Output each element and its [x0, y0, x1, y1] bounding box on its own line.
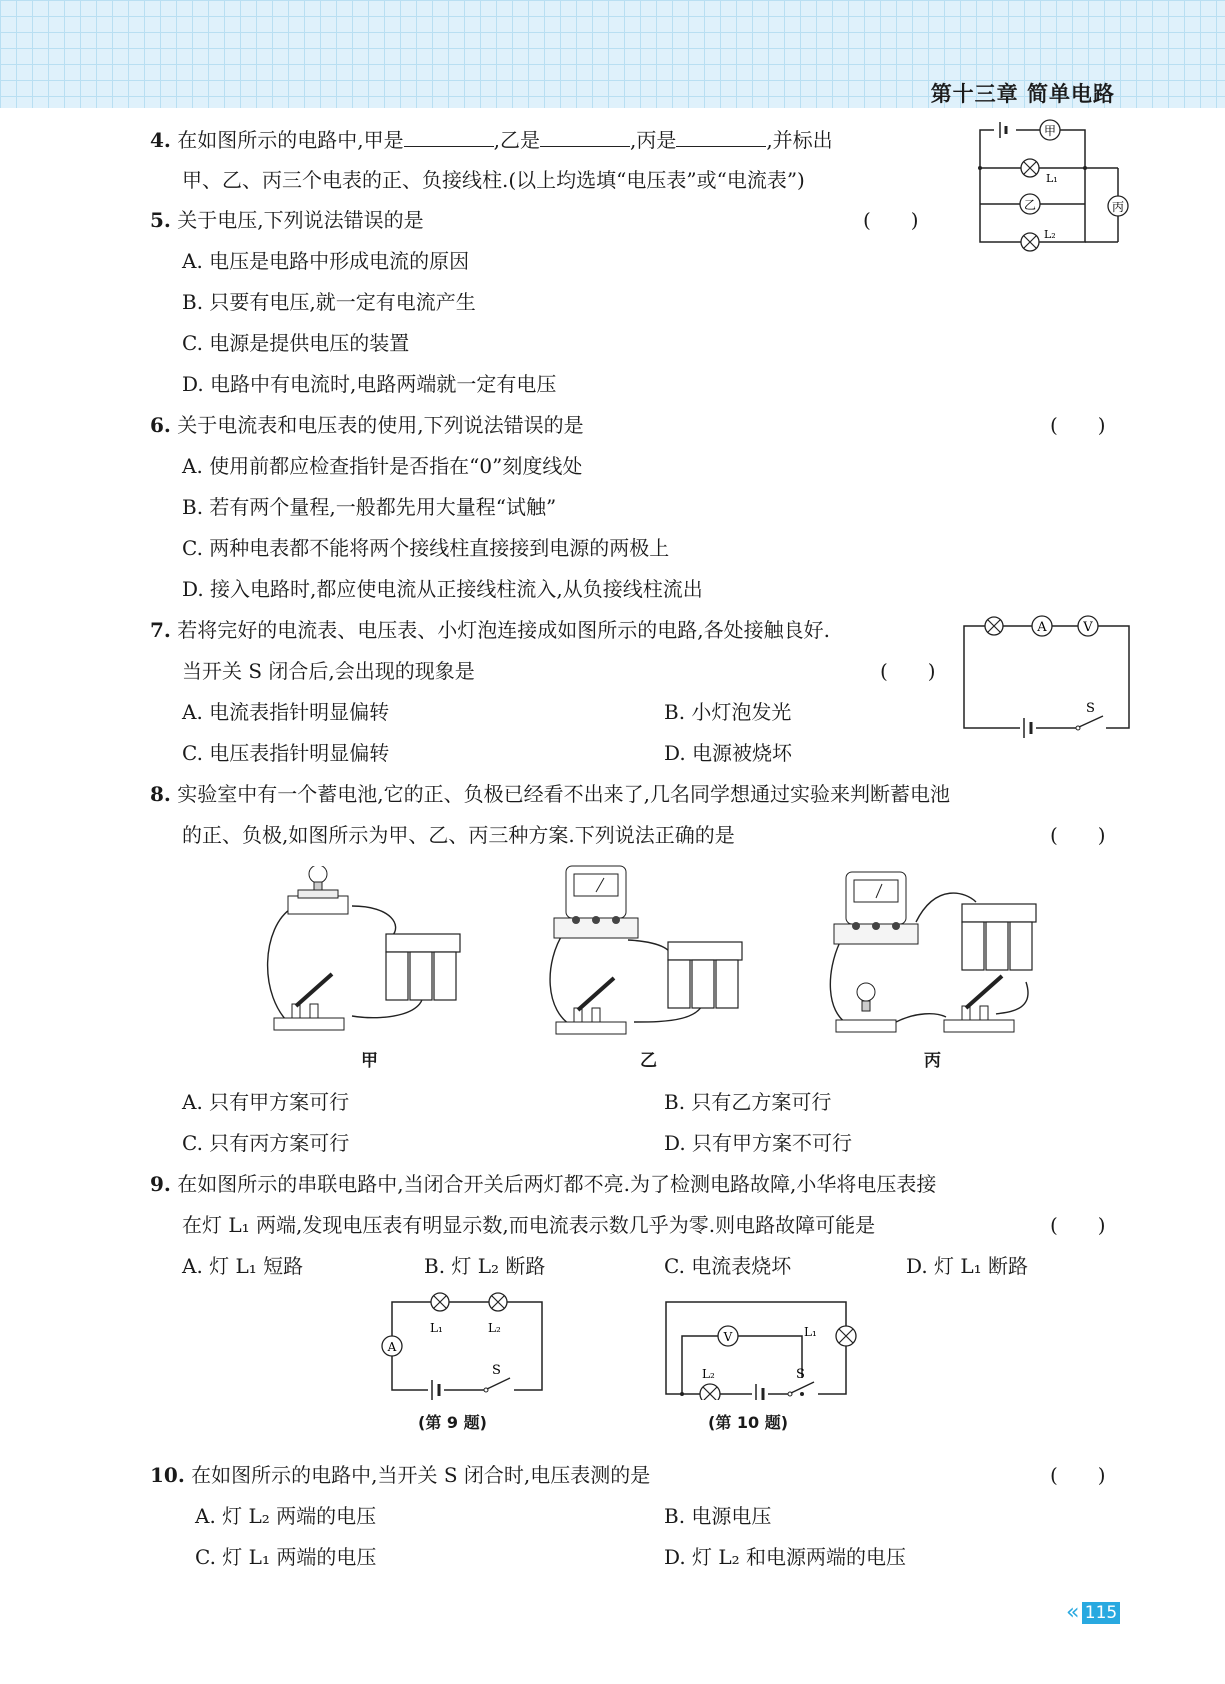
fig10-circuit-diagram: [662, 1296, 862, 1400]
q5-option-d[interactable]: D. 电路中有电流时,电路两端就一定有电压: [182, 372, 557, 396]
q6-option-d[interactable]: D. 接入电路时,都应使电流从正接线柱流入,从负接线柱流出: [182, 577, 703, 601]
q8-number: 8.: [150, 782, 171, 806]
q7-answer-paren[interactable]: ( ): [880, 659, 936, 683]
fig10-l2-label: L₂: [702, 1367, 715, 1381]
q10-option-b[interactable]: B. 电源电压: [664, 1504, 772, 1528]
q8-figure-jia: [262, 866, 482, 1046]
q6-number: 6.: [150, 413, 171, 437]
chevron-left-icon: «: [1066, 1600, 1080, 1625]
q4-number: 4.: [150, 128, 171, 152]
q6-stem-text: 关于电流表和电压表的使用,下列说法错误的是: [177, 413, 584, 437]
blank-yi[interactable]: [540, 126, 630, 147]
meter-bing-label: 丙: [1111, 200, 1125, 214]
q8-stem-text: 实验室中有一个蓄电池,它的正、负极已经看不出来了,几名同学想通过实验来判断蓄电池: [177, 782, 950, 806]
meter-yi-label: 乙: [1023, 198, 1037, 212]
q6-option-a[interactable]: A. 使用前都应检查指针是否指在“0”刻度线处: [182, 454, 583, 478]
q5-option-a[interactable]: A. 电压是电路中形成电流的原因: [182, 249, 470, 273]
chapter-title: 第十三章 简单电路: [930, 82, 1115, 106]
q10-number: 10.: [150, 1463, 185, 1487]
q8-caption-jia: 甲: [361, 1051, 378, 1071]
q7-option-b[interactable]: B. 小灯泡发光: [664, 700, 792, 724]
q9-number: 9.: [150, 1172, 171, 1196]
q10-answer-paren[interactable]: ( ): [1050, 1463, 1106, 1487]
fig9-l2-label: L₂: [488, 1321, 501, 1335]
ammeter-label: A: [1037, 620, 1047, 635]
q8-option-c[interactable]: C. 只有丙方案可行: [182, 1131, 350, 1155]
q4-text-c: ,丙是: [629, 128, 677, 152]
q8-figure-bing: [826, 862, 1056, 1046]
fig10-switch-label: S: [796, 1367, 805, 1382]
switch-label: S: [1086, 701, 1095, 716]
q9-option-a[interactable]: A. 灯 L₁ 短路: [182, 1254, 304, 1278]
fig10-voltmeter-label: V: [723, 1330, 733, 1344]
q9-answer-paren[interactable]: ( ): [1050, 1213, 1106, 1237]
q6-option-b[interactable]: B. 若有两个量程,一般都先用大量程“试触”: [182, 495, 557, 519]
q8-option-d[interactable]: D. 只有甲方案不可行: [664, 1131, 853, 1155]
page-number: 115: [1082, 1602, 1120, 1624]
q10-option-d[interactable]: D. 灯 L₂ 和电源两端的电压: [664, 1545, 907, 1569]
q5-option-c[interactable]: C. 电源是提供电压的装置: [182, 331, 410, 355]
q7-stem: [150, 614, 830, 643]
q8-figure-yi: [544, 862, 764, 1046]
q5-answer-paren[interactable]: ( ): [863, 208, 919, 232]
q4-text-d: ,并标出: [766, 128, 833, 152]
q8-stem: [150, 778, 950, 807]
q9-stem-line2: 在灯 L₁ 两端,发现电压表有明显示数,而电流表示数几乎为零.则电路故障可能是: [182, 1213, 876, 1237]
fig10-l1-label: L₁: [804, 1325, 817, 1339]
blank-bing[interactable]: [676, 126, 766, 147]
q6-stem: [150, 409, 584, 438]
q9-stem: [150, 1168, 936, 1197]
q7-option-a[interactable]: A. 电流表指针明显偏转: [182, 700, 390, 724]
q6-answer-paren[interactable]: ( ): [1050, 413, 1106, 437]
fig9-ammeter-label: A: [387, 1340, 397, 1354]
q8-stem-line2: 的正、负极,如图所示为甲、乙、丙三种方案.下列说法正确的是: [182, 823, 735, 847]
fig9-l1-label: L₁: [430, 1321, 443, 1335]
q4-text-a: 在如图所示的电路中,甲是: [177, 128, 404, 152]
fig9-switch-label: S: [492, 1363, 501, 1378]
blank-jia[interactable]: [404, 126, 494, 147]
fig9-caption: (第 9 题): [418, 1413, 487, 1432]
q7-number: 7.: [150, 618, 171, 642]
q9-option-c[interactable]: C. 电流表烧坏: [664, 1254, 792, 1278]
meter-jia-label: 甲: [1043, 124, 1057, 138]
q10-stem-text: 在如图所示的电路中,当开关 S 闭合时,电压表测的是: [191, 1463, 651, 1487]
q7-option-d[interactable]: D. 电源被烧坏: [664, 741, 793, 765]
q9-option-d[interactable]: D. 灯 L₁ 断路: [906, 1254, 1029, 1278]
q4-line2: 甲、乙、丙三个电表的正、负接线柱.(以上均选填“电压表”或“电流表”): [182, 168, 805, 192]
q10-option-a[interactable]: A. 灯 L₂ 两端的电压: [195, 1504, 377, 1528]
q5-option-b[interactable]: B. 只要有电压,就一定有电流产生: [182, 290, 476, 314]
q5-stem: [150, 204, 424, 233]
q8-option-b[interactable]: B. 只有乙方案可行: [664, 1090, 832, 1114]
q5-stem-text: 关于电压,下列说法错误的是: [177, 208, 424, 232]
q9-option-b[interactable]: B. 灯 L₂ 断路: [424, 1254, 546, 1278]
q7-option-c[interactable]: C. 电压表指针明显偏转: [182, 741, 390, 765]
q7-circuit-diagram: [958, 612, 1138, 742]
q8-caption-bing: 丙: [924, 1051, 941, 1071]
voltmeter-label: V: [1083, 620, 1093, 635]
q8-option-a[interactable]: A. 只有甲方案可行: [182, 1090, 350, 1114]
q10-stem: [150, 1459, 650, 1488]
q7-stem-line2: 当开关 S 闭合后,会出现的现象是: [182, 659, 475, 683]
q6-option-c[interactable]: C. 两种电表都不能将两个接线柱直接接到电源的两极上: [182, 536, 670, 560]
q4-text-b: ,乙是: [493, 128, 540, 152]
lamp-l1-label: L₁: [1046, 172, 1058, 185]
fig9-circuit-diagram: [372, 1290, 552, 1400]
q4-line1: [150, 124, 833, 153]
q4-circuit-diagram: [970, 118, 1160, 258]
q9-stem-text: 在如图所示的串联电路中,当闭合开关后两灯都不亮.为了检测电路故障,小华将电压表接: [177, 1172, 937, 1196]
q10-option-c[interactable]: C. 灯 L₁ 两端的电压: [195, 1545, 377, 1569]
q5-number: 5.: [150, 208, 171, 232]
fig10-caption: (第 10 题): [708, 1413, 789, 1432]
lamp-l2-label: L₂: [1044, 228, 1056, 241]
q8-answer-paren[interactable]: ( ): [1050, 823, 1106, 847]
q7-stem-text: 若将完好的电流表、电压表、小灯泡连接成如图所示的电路,各处接触良好.: [177, 618, 830, 642]
q8-caption-yi: 乙: [640, 1051, 657, 1071]
